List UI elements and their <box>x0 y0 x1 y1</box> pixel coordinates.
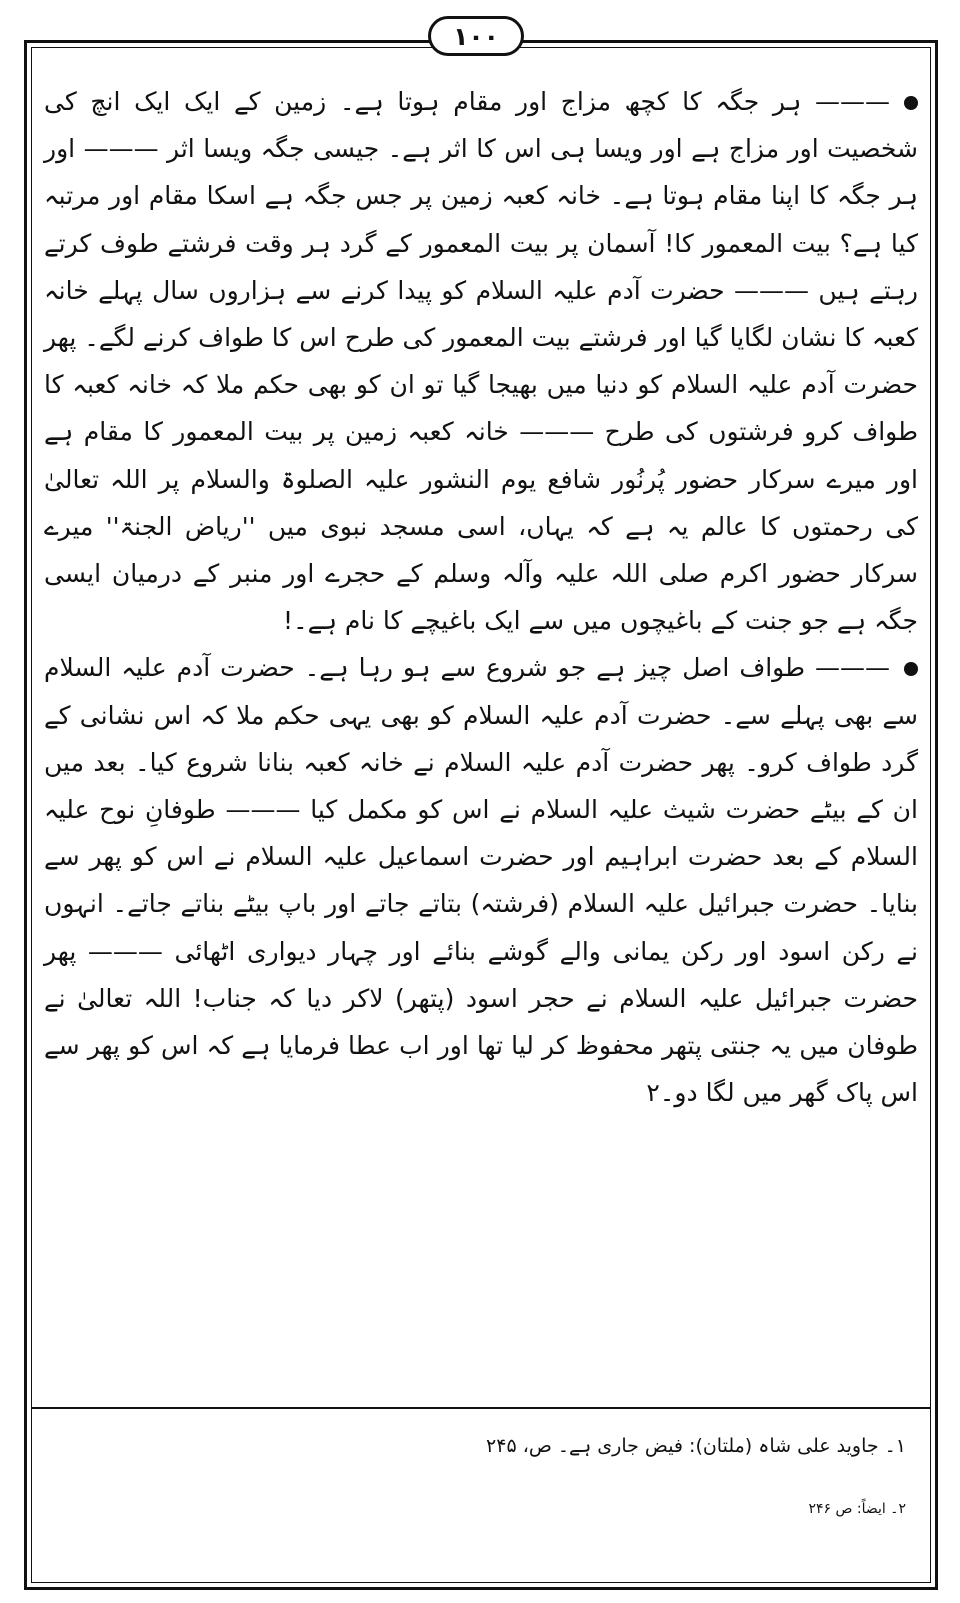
paragraph <box>44 644 918 1116</box>
page-number <box>428 16 524 56</box>
paragraph-text: ——— ہر جگہ کا کچھ مزاج اور مقام ہوتا ہے۔ زمین کے ایک ایک انچ کی شخصیت اور مزاج ہے اور ویسا ہی اس کا اثر ہے۔ جیسی جگہ ویسا اثر ——— اور ہر جگہ کا اپنا مقام ہوتا ہے۔ خانہ کعبہ زمین پر جس جگہ ہے اسکا مقام اور مرتبہ کیا ہے؟ بیت المعمور کا! آسمان پر بیت المعمور کے گرد ہر وقت فرشتے طوف کرتے رہتے ہیں ——— حضرت آدم علیہ السلام کو پیدا کرنے سے ہزاروں سال پہلے خانہ کعبہ کا نشان لگایا گیا اور فرشتے بیت المعمور کی طرح اس کا طواف کرنے لگے۔ پھر حضرت آدم علیہ السلام کو دنیا میں بھیجا گیا تو ان کو بھی حکم ملا کہ خانہ کعبہ کا طواف کرو فرشتوں کی طرح ——— خانہ کعبہ زمین پر بیت المعمور کا مقام ہے اور میرے سرکار حضور پُرنُور شافع یوم النشور علیہ الصلوۃ والسلام پر اللہ تعالیٰ کی رحمتوں کا عالم یہ ہے کہ یہاں، اسی مسجد نبوی میں ''ریاض الجنۃ'' میرے سرکار حضور اکرم صلی اللہ علیہ وآلہ وسلم کے حجرے اور منبر کے درمیان ایسی جگہ ہے جو جنت کے باغیچوں میں سے ایک باغیچے کا نام ہے۔! <box>44 87 918 636</box>
paragraph-text: ——— طواف اصل چیز ہے جو شروع سے ہو رہا ہے۔ حضرت آدم علیہ السلام سے بھی پہلے سے۔ حضرت آدم علیہ السلام کو بھی یہی حکم ملا کہ اس نشانی کے گرد طواف کرو۔ پھر حضرت آدم علیہ السلام نے خانہ کعبہ بنانا شروع کیا۔ بعد میں ان کے بیٹے حضرت شیث علیہ السلام نے اس کو مکمل کیا ——— طوفانِ نوح علیہ السلام کے بعد حضرت ابراہیم اور حضرت اسماعیل علیہ السلام نے اس کو پھر سے بنایا۔ حضرت جبرائیل علیہ السلام (فرشتہ) بتاتے جاتے اور باپ بیٹے بناتے جاتے۔ انہوں نے رکن اسود اور رکن یمانی والے گوشے بنائے اور چہار دیواری اٹھائی ——— پھر حضرت جبرائیل علیہ السلام نے حجر اسود (پتھر) لاکر دیا کہ جناب! اللہ تعالیٰ نے طوفان میں یہ جنتی پتھر محفوظ کر لیا تھا اور اب عطا فرمایا ہے کہ اس کو پھر سے اس پاک گھر میں لگا دو۔۲ <box>44 653 918 1108</box>
footnote-divider <box>32 1407 930 1409</box>
bullet-icon <box>904 662 918 676</box>
body-text <box>44 78 918 1116</box>
page-number-text: ۱۰۰ <box>453 21 499 51</box>
footnote: ۲۔ ایضاً: ص ۲۴۶ <box>808 1501 906 1517</box>
footnotes <box>60 1420 906 1520</box>
paragraph <box>44 78 918 644</box>
footnote: ۱۔ جاوید علی شاہ (ملتان): فیض جاری ہے۔ ص، ۲۴۵ <box>486 1435 906 1457</box>
bullet-icon <box>904 96 918 110</box>
